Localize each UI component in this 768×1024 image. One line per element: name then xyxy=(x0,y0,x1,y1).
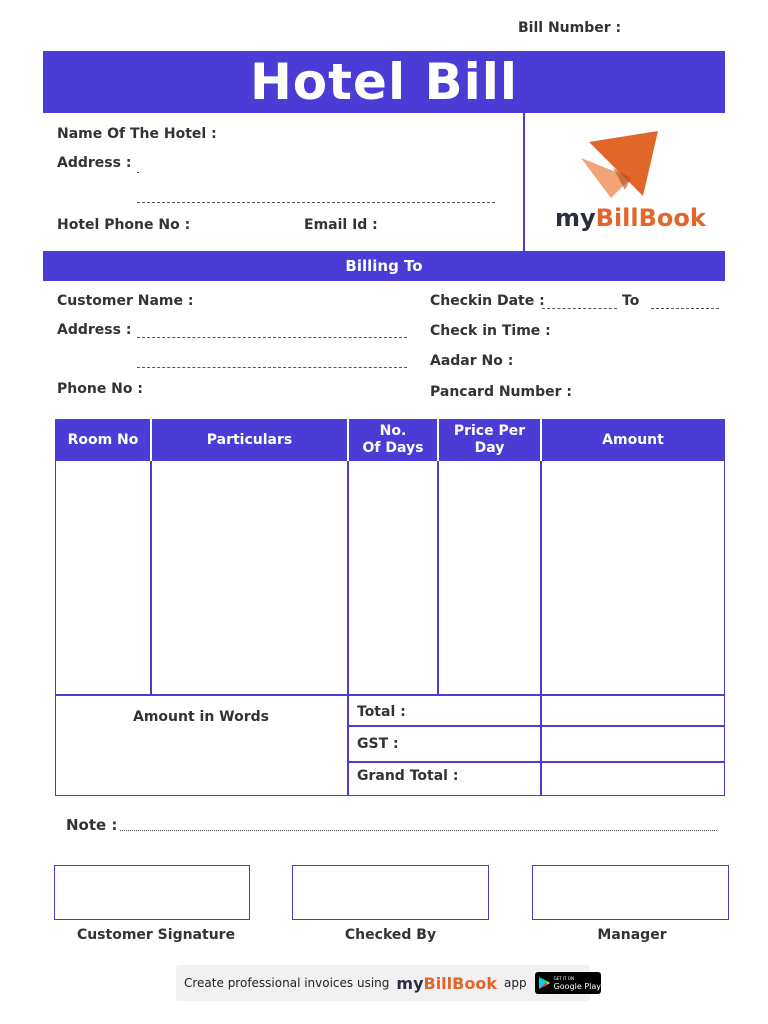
checked-by-label: Checked By xyxy=(344,927,437,943)
col-header-particulars: Particulars xyxy=(206,431,293,448)
hotel-address-line-2[interactable] xyxy=(137,202,495,203)
billing-to-bar xyxy=(43,251,725,281)
title-bar xyxy=(43,51,725,113)
hotel-info-divider xyxy=(523,113,525,251)
hotel-address-line-1[interactable] xyxy=(137,172,139,173)
customer-signature-label: Customer Signature xyxy=(76,927,236,943)
gst-label: GST : xyxy=(357,736,399,752)
note-label: Note : xyxy=(66,816,118,834)
google-play-badge[interactable] xyxy=(535,972,601,994)
badge-big-text: Google Play xyxy=(553,982,601,991)
col-header-amount: Amount xyxy=(602,431,664,448)
mybillbook-logo xyxy=(553,128,706,238)
footer-banner[interactable] xyxy=(176,965,601,1001)
checkin-time-label: Check in Time : xyxy=(430,323,551,339)
customer-address-line-2[interactable] xyxy=(137,367,407,368)
particulars-cell[interactable] xyxy=(152,461,347,694)
customer-address-label: Address : xyxy=(57,322,132,338)
grand-total-label: Grand Total : xyxy=(357,768,459,784)
logo-my: my xyxy=(555,204,596,232)
footer-text: Create professional invoices using xyxy=(184,976,390,990)
header-sep-4 xyxy=(540,419,542,461)
total-value-field[interactable] xyxy=(542,696,724,725)
note-line[interactable] xyxy=(120,830,717,831)
bill-number-label: Bill Number : xyxy=(518,20,622,36)
header-sep-2 xyxy=(347,419,349,461)
footer-app-label: app xyxy=(503,976,527,990)
amount-cell[interactable] xyxy=(542,461,724,694)
customer-name-label: Customer Name : xyxy=(57,293,194,309)
checkin-to-label: To xyxy=(622,293,640,309)
customer-address-line-1[interactable] xyxy=(137,337,407,338)
google-play-icon xyxy=(539,977,550,989)
hotel-email-label: Email Id : xyxy=(304,217,378,233)
badge-small-text: GET IT ON xyxy=(553,976,574,981)
price-per-day-cell[interactable] xyxy=(439,461,540,694)
manager-label: Manager xyxy=(597,927,667,943)
customer-phone-label: Phone No : xyxy=(57,381,143,397)
checked-by-box[interactable] xyxy=(292,865,489,920)
grand-total-value-field[interactable] xyxy=(542,763,724,795)
hotel-phone-label: Hotel Phone No : xyxy=(57,217,191,233)
checkout-date-field[interactable] xyxy=(651,308,719,309)
footer-brand-billbook: BillBook xyxy=(423,973,497,993)
page-title: Hotel Bill xyxy=(249,53,519,111)
header-sep-3 xyxy=(437,419,439,461)
pancard-label: Pancard Number : xyxy=(430,384,573,400)
hotel-name-label: Name Of The Hotel : xyxy=(57,126,217,142)
room-no-cell[interactable] xyxy=(56,461,150,694)
footer-brand-my: my xyxy=(396,973,424,993)
customer-signature-box[interactable] xyxy=(54,865,250,920)
no-of-days-cell[interactable] xyxy=(349,461,437,694)
total-label: Total : xyxy=(357,704,406,720)
gst-value-field[interactable] xyxy=(542,727,724,761)
paper-plane-icon xyxy=(553,128,703,203)
amount-in-words-label: Amount in Words xyxy=(132,709,269,725)
aadar-label: Aadar No : xyxy=(430,353,514,369)
header-sep-1 xyxy=(150,419,152,461)
col-header-room-no: Room No xyxy=(67,431,139,448)
checkin-date-field[interactable] xyxy=(542,308,617,309)
manager-box[interactable] xyxy=(532,865,729,920)
checkin-date-label: Checkin Date : xyxy=(430,293,545,309)
hotel-address-label: Address : xyxy=(57,155,132,171)
col-header-no-of-days: No. Of Days xyxy=(362,423,424,456)
billing-to-title: Billing To xyxy=(345,257,423,275)
col-header-price-per-day: Price Per Day xyxy=(453,423,526,456)
logo-billbook: BillBook xyxy=(595,204,706,232)
